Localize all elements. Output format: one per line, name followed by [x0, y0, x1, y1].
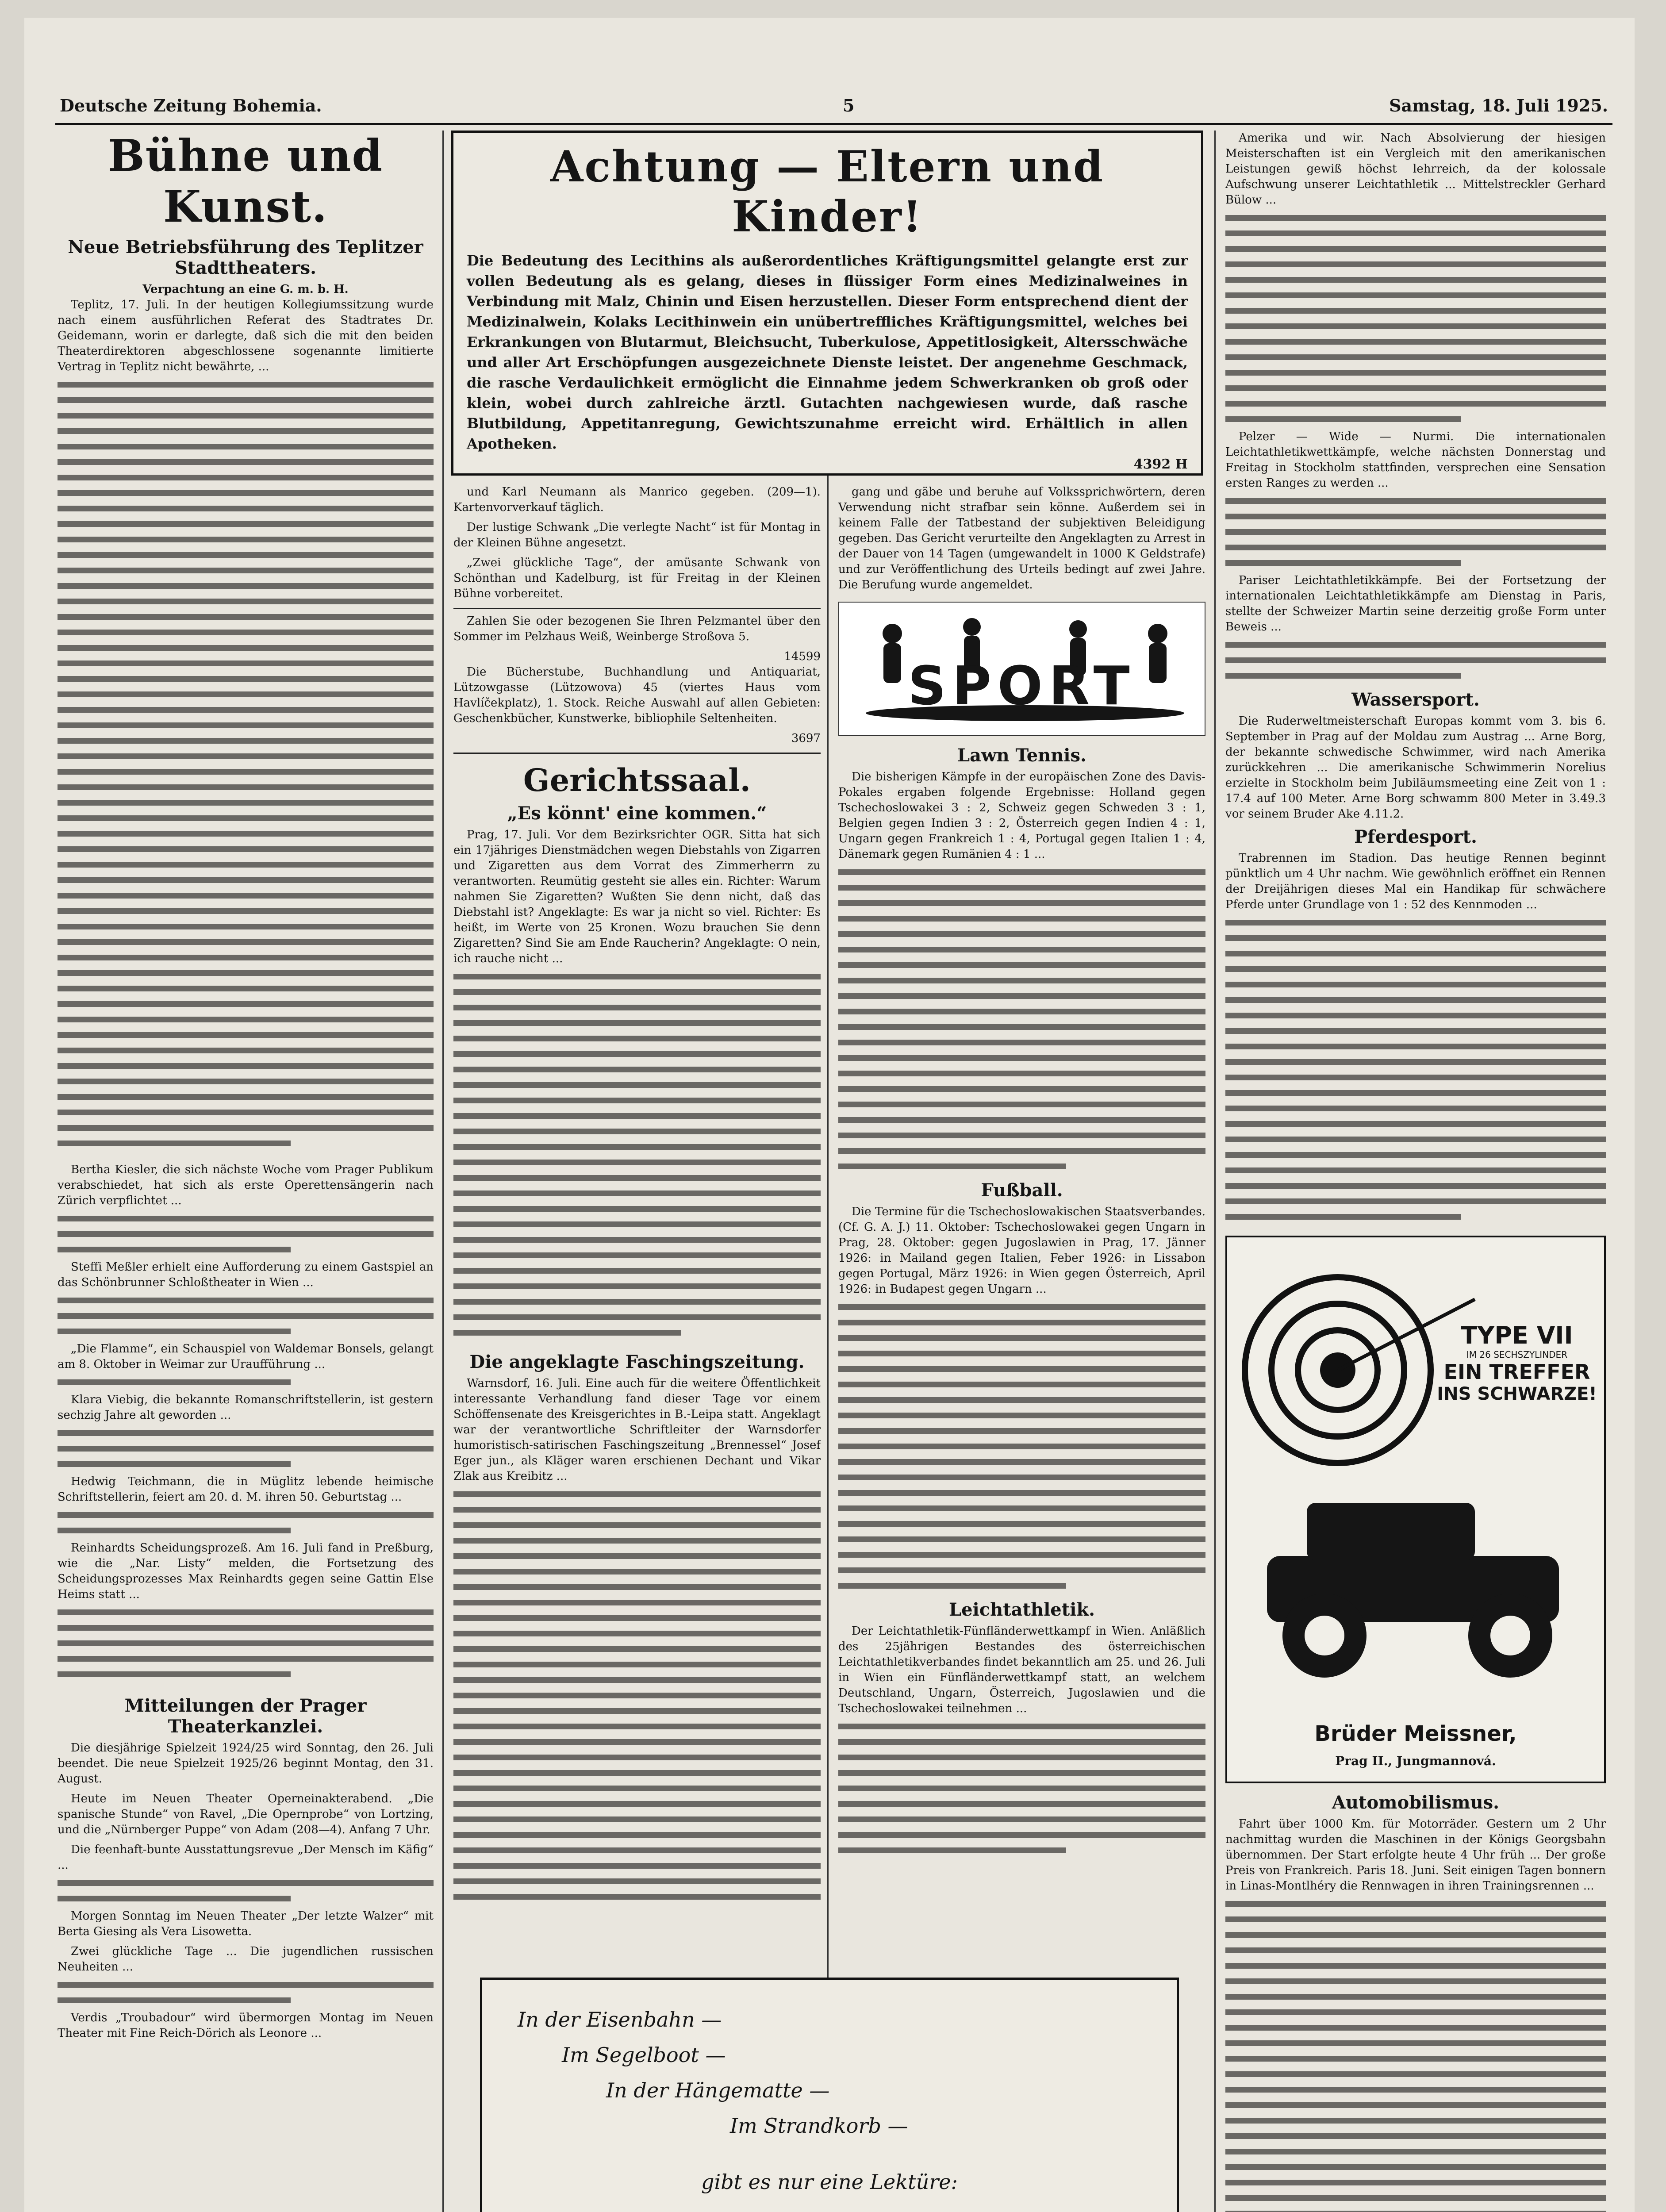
ad-body: Die Bedeutung des Lecithins als außerordentliches Kräftigungsmittel gelangte erst zur vollen Bedeutung als es gelang, dieses in flüssiger Form eines Medizinalweines in Verbindung mit Malz, Chinin und Eisen herzustellen. Dieser Form entsprechend dient der Medizinalwein, Kolaks Lecithinwein ein unübertreffliches Kräftigungsmittel, welches bei Erkrankungen von Blutarmut, Bleichsucht, Tuberkulose, Appetitlosigkeit, Altersschwäche und aller Art Erschöpfungen ausgezeichnete Dienste leistet. Der angenehme Geschmack, die rasche Verdaulichkeit ermöglicht die Einnahme jedem Schwerkranken ob groß oder klein, wobei durch zahlreiche ärztl. Gutachten nachgewiesen wurde, daß rasche Blutbildung, Appetitanregung, Gewichtszunahme erreicht wird. Erhältlich in allen Apotheken.	[467, 252, 1188, 452]
ad-line: Im Strandkorb —	[730, 2114, 908, 2138]
pelz-ad: Zahlen Sie oder bezogenen Sie Ihren Pelzmantel über den Sommer im Pelzhaus Weiß, Weinberge Stroßova 5.	[453, 614, 821, 643]
buecherstube-ad: Die Bücherstube, Buchhandlung und Antiquariat, Lützowgasse (Lützowova) 45 (viertes Haus vom Havlíčekplatz), 1. Stock. Reiche Auswahl auf allen Gebieten: Geschenkbücher, Kunstwerke, bibliophile Seltenheiten.	[453, 665, 821, 725]
court-text: Prag, 17. Juli. Vor dem Bezirksrichter OGR. Sitta hat sich ein 17jähriges Dienstmädchen wegen Diebstahls von Zigarren und Zigaretten aus dem Vorrat des Zimmerherrn zu verantworten. Reumütig gesteht sie alles ein. Richter: Warum nahmen Sie Zigaretten? Wußten Sie denn nicht, daß das Diebstahl ist? Angeklagte: Es war ja nicht so viel. Richter: Es heißt, im Werte von 25 Kronen. Wozu brauchen Sie denn Zigaretten? Sind Sie am Ende Raucherin? Angeklagte: O nein, ich rauche nicht ...	[453, 828, 821, 965]
court-heading: Gerichtssaal.	[523, 762, 751, 799]
masthead	[55, 92, 1612, 125]
column-4	[1225, 131, 1606, 2212]
ad-headline: Achtung — Eltern und Kinder!	[550, 142, 1105, 242]
note-6: Reinhardts Scheidungsprozeß. Am 16. Juli fand in Preßburg, wie die „Nar. Listy“ melden, die Fortsetzung des Scheidungsprozesses Max Reinhardts gegen seine Gattin Else Heims statt ...	[58, 1541, 434, 1601]
page-number: 5	[843, 96, 855, 115]
section-heading-buehne: Bühne und Kunst.	[107, 131, 384, 232]
kanzlei-item: Die feenhaft-bunte Ausstattungsrevue „Der Mensch im Käfig“ ...	[58, 1843, 434, 1872]
car-ad-sub: IM 26 SECHSZYLINDER	[1466, 1349, 1568, 1360]
athletics-continued: Amerika und wir. Nach Absolvierung der hiesigen Meisterschaften ist ein Vergleich mit den amerikanischen Leistungen gewiß höchst lehrreich, da der kolossale Aufschwung unserer Leichtathletik ... Mittelstreckler Gerhard Bülow ...	[1225, 131, 1606, 207]
horse-heading: Pferdesport.	[1354, 826, 1477, 847]
article-lead: Teplitz, 17. Juli. In der heutigen Kollegiumssitzung wurde nach einem ausführlichen Referat des Stadtrates Dr. Geidemann, worin er darlegte, daß sich die mit den beiden Theaterdirektoren abgeschlossene sogenannte limitierte Vertrag in Teplitz nicht bewährte, ...	[58, 298, 434, 373]
ad-line: Im Segelboot —	[562, 2043, 726, 2067]
auto-text: Fahrt über 1000 Km. für Motorräder. Gestern um 2 Uhr nachmittag wurden die Maschinen in der Königs Georgsbahn übernommen. Der Start erfolgte heute 4 Uhr früh ... Der große Preis von Frankreich. Paris 18. Juni. Seit einigen Tagen bonnern in Linas-Montlhéry die Rennwagen in ihren Trainingsrennen ...	[1225, 1817, 1606, 1893]
grosse-welt-ad	[480, 1978, 1179, 2212]
sport-logo-text: SPORT	[908, 656, 1136, 717]
kanzlei-item: Die diesjährige Spielzeit 1924/25 wird Sonntag, den 26. Juli beendet. Die neue Spielzeit 1925/26 beginnt Montag, den 31. August.	[58, 1741, 434, 1786]
theater-note: und Karl Neumann als Manrico gegeben. (209—1). Kartenvorverkauf täglich.	[453, 485, 821, 514]
lecithin-ad	[451, 131, 1203, 476]
ad-line: In der Eisenbahn —	[518, 2008, 722, 2032]
masthead-date: Samstag, 18. Juli 1925.	[1389, 96, 1608, 115]
theater-note: „Zwei glückliche Tage“, der amüsante Schwank von Schönthan und Kadelburg, ist für Freitag in der Kleinen Bühne vorbereitet.	[453, 556, 821, 600]
theater-note: Der lustige Schwank „Die verlegte Nacht“ ist für Montag in der Kleinen Bühne angesetzt.	[453, 521, 821, 549]
football-heading: Fußball.	[981, 1180, 1063, 1201]
newspaper-page	[24, 18, 1635, 2212]
car-ad-line2: INS SCHWARZE!	[1437, 1384, 1597, 1404]
water-text: Die Ruderweltmeisterschaft Europas kommt vom 3. bis 6. September in Prag auf der Moldau zum Austrag ... Arne Borg, der bekannte schwedische Schwimmer, wird nach Amerika zurückkehren ... Die amerikanische Schwimmerin Norelius erzielte in Stockholm beim Jubiläumsmeeting eine Zeit von 1 : 17.4 auf 100 Meter. Arne Borg schwamm 800 Meter in 3.49.3 vor seinem Bruder Ake 4.11.2.	[1225, 714, 1606, 821]
car-ad-model: TYPE VII	[1461, 1321, 1573, 1349]
water-heading: Wassersport.	[1351, 689, 1480, 710]
sport-logo	[838, 602, 1205, 736]
athletics-text: Der Leichtathletik-Fünfländerwettkampf in Wien. Anläßlich des 25jährigen Bestandes des österreichischen Leichtathletikverbandes findet bekanntlich am 25. und 26. Juli in Wien ein Fünfländerwettkampf statt, an welchem Deutschland, Ungarn, Österreich, Jugoslawien und die Tschechoslowakei teilnehmen ...	[838, 1624, 1205, 1715]
auto-heading: Automobilismus.	[1332, 1792, 1500, 1813]
note-5: Hedwig Teichmann, die in Müglitz lebende heimische Schriftstellerin, feiert am 20. d. M. ihren 50. Geburtstag ...	[58, 1475, 434, 1504]
athletics-note: Pelzer — Wide — Nurmi. Die internationalen Leichtathletikwettkämpfe, welche nächsten Donnerstag und Freitag in Stockholm stattfinden, versprechen eine Sensation ersten Ranges zu werden ...	[1225, 430, 1606, 490]
buecherstube-ad-code: 3697	[791, 732, 821, 745]
note-3: „Die Flamme“, ein Schauspiel von Waldemar Bonsels, gelangt am 8. Oktober in Weimar zur Uraufführung ...	[58, 1342, 434, 1371]
article-subtitle: Verpachtung an eine G. m. b. H.	[142, 283, 349, 296]
note-2: Steffi Meßler erhielt eine Aufforderung zu einem Gastspiel an das Schönbrunner Schloßtheater in Wien ...	[58, 1260, 434, 1289]
pelz-ad-code: 14599	[784, 650, 821, 663]
court-continued: gang und gäbe und beruhe auf Volkssprichwörtern, deren Verwendung nicht strafbar sein könne. Außerdem sei in keinem Falle der Tatbestand der subjektiven Beleidigung gegeben. Das Gericht verurteilte den Angeklagten zu Arrest in der Dauer von 14 Tagen (umgewandelt in 1000 K Geldstrafe) und zur Veröffentlichung des Urteils bedingt auf zwei Jahre. Die Berufung wurde angemeldet.	[838, 485, 1205, 591]
car-ad-text	[1435, 1321, 1599, 1404]
column-rule	[1214, 131, 1216, 2212]
column-rule	[442, 131, 444, 2212]
fasching-text: Warnsdorf, 16. Juli. Eine auch für die weitere Öffentlichkeit interessante Verhandlung fand dieser Tage vor einem Schöffensenate des Kreisgerichtes in B.-Leipa statt. Angeklagt war der verantwortliche Schriftleiter der Warnsdorfer humoristisch-satirischen Faschingszeitung „Brennessel“ Josef Eger jun., als Kläger waren erschienen Dechant und Vikar Zlak aus Kreibitz ...	[453, 1377, 821, 1483]
athletics-note: Pariser Leichtathletikkämpfe. Bei der Fortsetzung der internationalen Leichtathletikkämpfe am Dienstag in Paris, stellte der Schweizer Martin seine derzeitig große Form unter Beweis ...	[1225, 574, 1606, 634]
tennis-heading: Lawn Tennis.	[957, 745, 1086, 766]
fasching-heading: Die angeklagte Faschingszeitung.	[469, 1352, 805, 1372]
car-illustration-icon	[1227, 1237, 1604, 1724]
kanzlei-heading: Mitteilungen der Prager Theaterkanzlei.	[124, 1695, 367, 1737]
article-title: Neue Betriebsführung des Teplitzer Stadttheaters.	[68, 237, 423, 278]
column-3	[838, 484, 1205, 1900]
tennis-text: Die bisherigen Kämpfe in der europäischen Zone des Davis-Pokales ergaben folgende Ergebnisse: Holland gegen Tschechoslowakei 3 : 2, Schweiz gegen Schweden 3 : 1, Belgien gegen Indien 3 : 2, Österreich gegen Indien 4 : 1, Ungarn gegen Frankreich 1 : 4, Portugal gegen Italien 1 : 4, Dänemark gegen Rumänien 4 : 1 ...	[838, 770, 1205, 861]
horse-text: Trabrennen im Stadion. Das heutige Rennen beginnt pünktlich um 4 Uhr nachm. Wie gewöhnlich eröffnet ein Rennen der Dreijährigen dieses Mal ein Handikap für schwächere Pferde unter Grundlage von 1 : 52 des Kennmoden ...	[1225, 852, 1606, 911]
car-ad	[1225, 1236, 1606, 1783]
court-subheading: „Es könnt' eine kommen.“	[507, 803, 767, 824]
kanzlei-item: Verdis „Troubadour“ wird übermorgen Montag im Neuen Theater mit Fine Reich-Dörich als Leonore ...	[58, 2011, 434, 2040]
kanzlei-item: Heute im Neuen Theater Operneinakterabend. „Die spanische Stunde“ von Ravel, „Die Opernprobe“ von Lortzing, und die „Nürnberger Puppe“ von Adam (208—4). Anfang 7 Uhr.	[58, 1792, 434, 1836]
kanzlei-item: Zwei glückliche Tage ... Die jugendlichen russischen Neuheiten ...	[58, 1945, 434, 1974]
column-2	[453, 484, 821, 1900]
note-4: Klara Viebig, die bekannte Romanschriftstellerin, ist gestern sechzig Jahre alt geworden ...	[58, 1393, 434, 1422]
car-ad-line1: EIN TREFFER	[1443, 1360, 1590, 1384]
car-ad-address: Prag II., Jungmannová.	[1335, 1754, 1496, 1768]
ad-tagline: gibt es nur eine Lektüre:	[701, 2170, 958, 2194]
ad-line: In der Hängematte —	[606, 2078, 830, 2102]
article-body-filler	[58, 379, 434, 1153]
kanzlei-item: Morgen Sonntag im Neuen Theater „Der letzte Walzer“ mit Berta Giesing als Vera Lisowetta.	[58, 1909, 434, 1938]
ad-verse	[518, 2002, 1141, 2143]
car-ad-brand: Brüder Meissner,	[1314, 1721, 1517, 1746]
football-text: Die Termine für die Tschechoslowakischen Staatsverbandes. (Cf. G. A. J.) 11. Oktober: Tschechoslowakei gegen Ungarn in Prag, 28. Oktober: gegen Jugoslawien in Prag, 17. Jänner 1926: in Mailand gegen Italien, Feber 1926: in Lissabon gegen Portugal, März 1926: in Wien gegen Österreich, April 1926: in Budapest gegen Ungarn ...	[838, 1205, 1205, 1296]
athletics-heading: Leichtathletik.	[948, 1599, 1095, 1620]
note-1: Bertha Kiesler, die sich nächste Woche vom Prager Publikum verabschiedet, hat sich als erste Operettensängerin nach Zürich verpflichtet ...	[58, 1163, 434, 1207]
ad-code: 4392 H	[1133, 457, 1188, 472]
column-1	[58, 131, 434, 2212]
masthead-paper-name: Deutsche Zeitung Bohemia.	[60, 96, 322, 115]
